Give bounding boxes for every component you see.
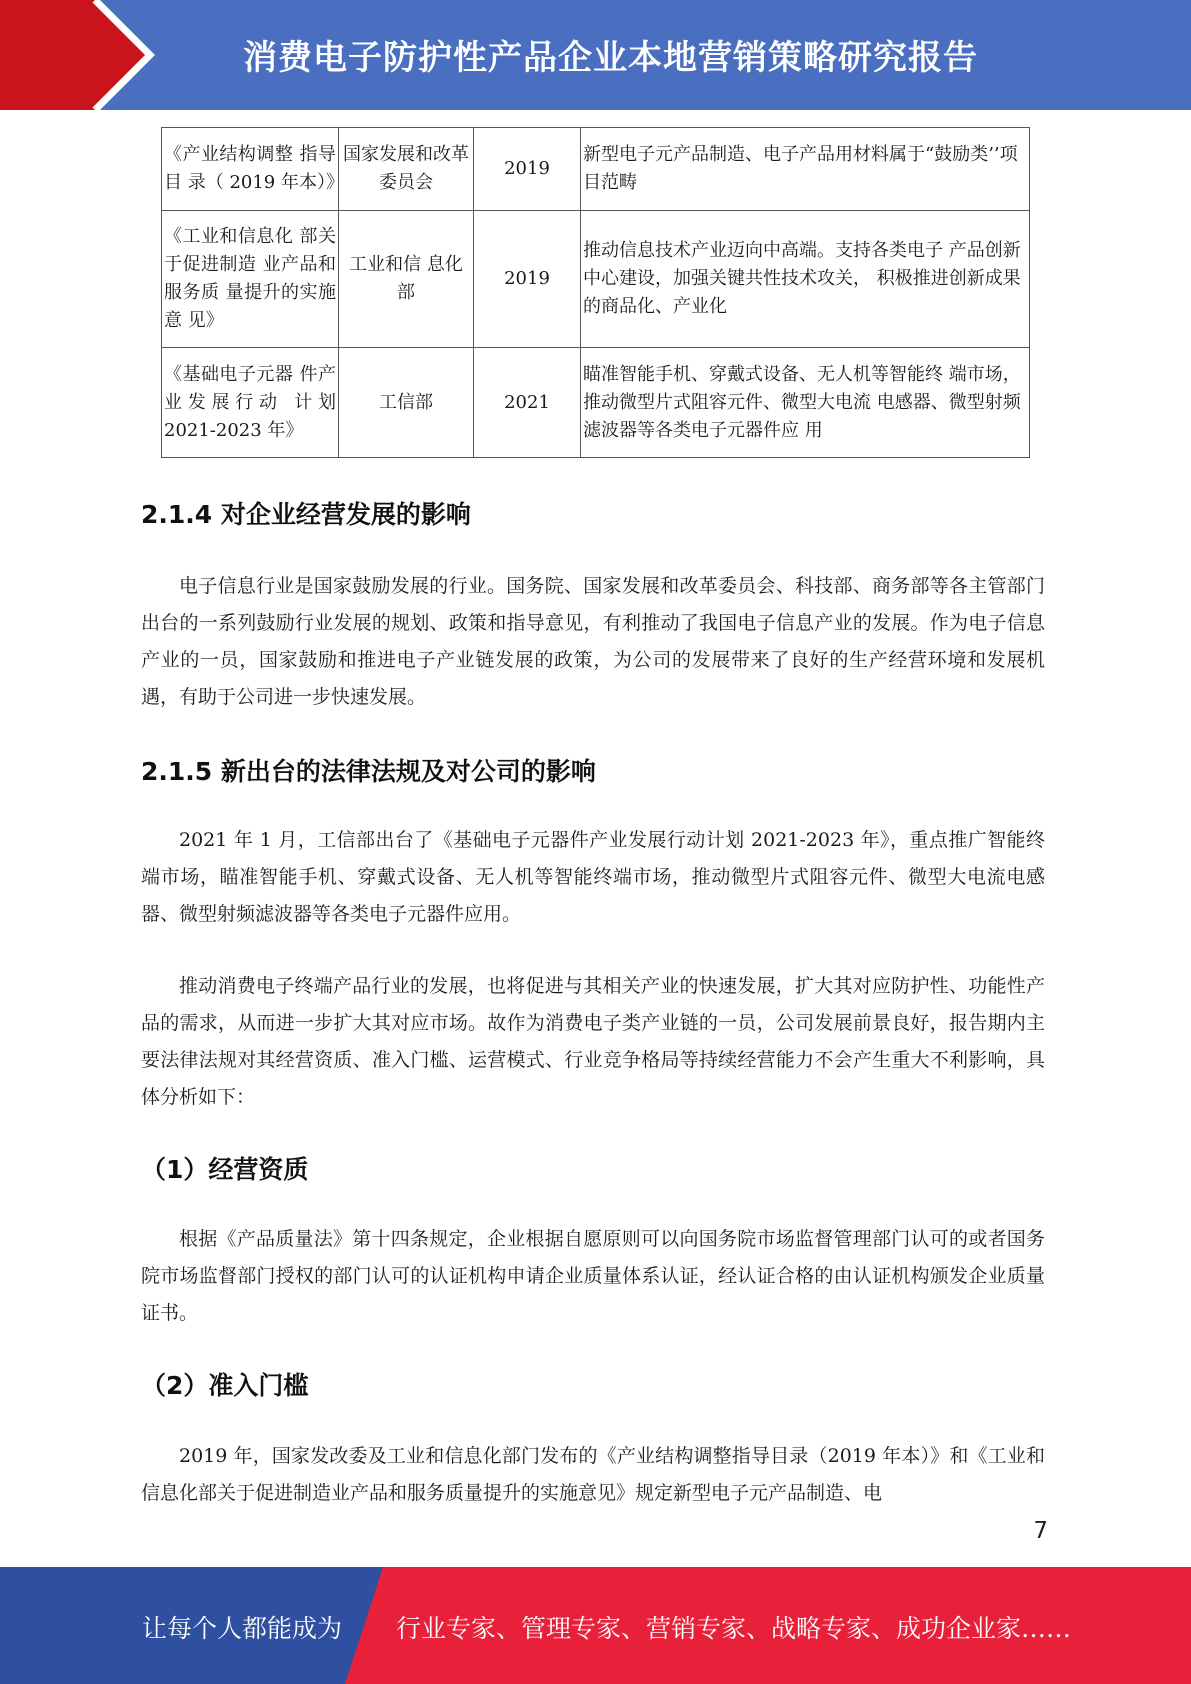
report-title: 消费电子防护性产品企业本地营销策略研究报告 [243, 38, 978, 78]
section-paragraph: 根据《产品质量法》第十四条规定，企业根据自愿原则可以向国务院市场监督管理部门认可的或者国务院市场监督部门授权的部门认可的认证机构申请企业质量体系认证，经认证合格的由认证机构颁发企业质量证书。 [141, 1228, 1045, 1324]
subsection-heading-qualification: （1）经营资质 [141, 1155, 309, 1184]
policy-name-cell: 《工业和信息化 部关于促进制造 业产品和服务质 量提升的实施意 见》 [162, 211, 339, 348]
policy-desc-cell: 推动信息技术产业迈向中高端。支持各类电子 产品创新中心建设，加强关键共性技术攻关， 积极推进创新成果的商品化、产业化 [581, 211, 1030, 348]
table-row [162, 128, 1030, 211]
page-number: 7 [1033, 1518, 1048, 1544]
footer-slogan-right: 行业专家、管理专家、营销专家、战略专家、成功企业家…… [396, 1614, 1072, 1643]
policy-desc-cell: 瞄准智能手机、穿戴式设备、无人机等智能终 端市场，推动微型片式阻容元件、微型大电流 电感器、微型射频滤波器等各类电子元器件应 用 [581, 348, 1030, 458]
policy-name-cell: 《产业结构调整 指导 目 录（ 2019 年本）》 [162, 128, 339, 211]
section-heading-2-1-4: 2.1.4 对企业经营发展的影响 [141, 500, 471, 529]
section-heading-2-1-5: 2.1.5 新出台的法律法规及对公司的影响 [141, 757, 596, 786]
subsection-heading-entry-threshold: （2）准入门槛 [141, 1371, 309, 1400]
page-footer [0, 1567, 1191, 1684]
policy-dept-cell: 工业和信 息化部 [339, 211, 474, 348]
policy-year-cell: 2019 [474, 211, 581, 348]
section-paragraph: 2021 年 1 月，工信部出台了《基础电子元器件产业发展行动计划 2021-2023 年》，重点推广智能终端市场，瞄准智能手机、穿戴式设备、无人机等智能终端市场，推动微型片式阻容元件、微型大电流电感器、微型射频滤波器等各类电子元器件应用。 [141, 829, 1045, 925]
policy-dept-cell: 国家发展和改革委员会 [339, 128, 474, 211]
policy-year-cell: 2019 [474, 128, 581, 211]
page-header [0, 0, 1191, 110]
policy-name-cell: 《基础电子元器 件产业发展行动 计划 2021-2023 年》 [162, 348, 339, 458]
table-row [162, 211, 1030, 348]
section-paragraph: 推动消费电子终端产品行业的发展，也将促进与其相关产业的快速发展，扩大其对应防护性、功能性产品的需求，从而进一步扩大其对应市场。故作为消费电子类产业链的一员，公司发展前景良好，报告期内主要法律法规对其经营资质、准入门槛、运营模式、行业竞争格局等持续经营能力不会产生重大不利影响，具体分析如下： [141, 975, 1045, 1108]
footer-slogan-left: 让每个人都能成为 [142, 1614, 343, 1643]
policy-desc-cell: 新型电子元产品制造、电子产品用材料属于“鼓励类’’项目范畴 [581, 128, 1030, 211]
table-row [162, 348, 1030, 458]
policy-year-cell: 2021 [474, 348, 581, 458]
policy-table [161, 127, 1030, 458]
section-paragraph: 2019 年，国家发改委及工业和信息化部门发布的《产业结构调整指导目录（2019 年本）》和《工业和信息化部关于促进制造业产品和服务质量提升的实施意见》规定新型电子元产品制造、电 [141, 1445, 1045, 1504]
policy-dept-cell: 工信部 [339, 348, 474, 458]
section-paragraph: 电子信息行业是国家鼓励发展的行业。国务院、国家发展和改革委员会、科技部、商务部等各主管部门出台的一系列鼓励行业发展的规划、政策和指导意见，有利推动了我国电子信息产业的发展。作为电子信息产业的一员，国家鼓励和推进电子产业链发展的政策，为公司的发展带来了良好的生产经营环境和发展机遇，有助于公司进一步快速发展。 [141, 575, 1045, 708]
